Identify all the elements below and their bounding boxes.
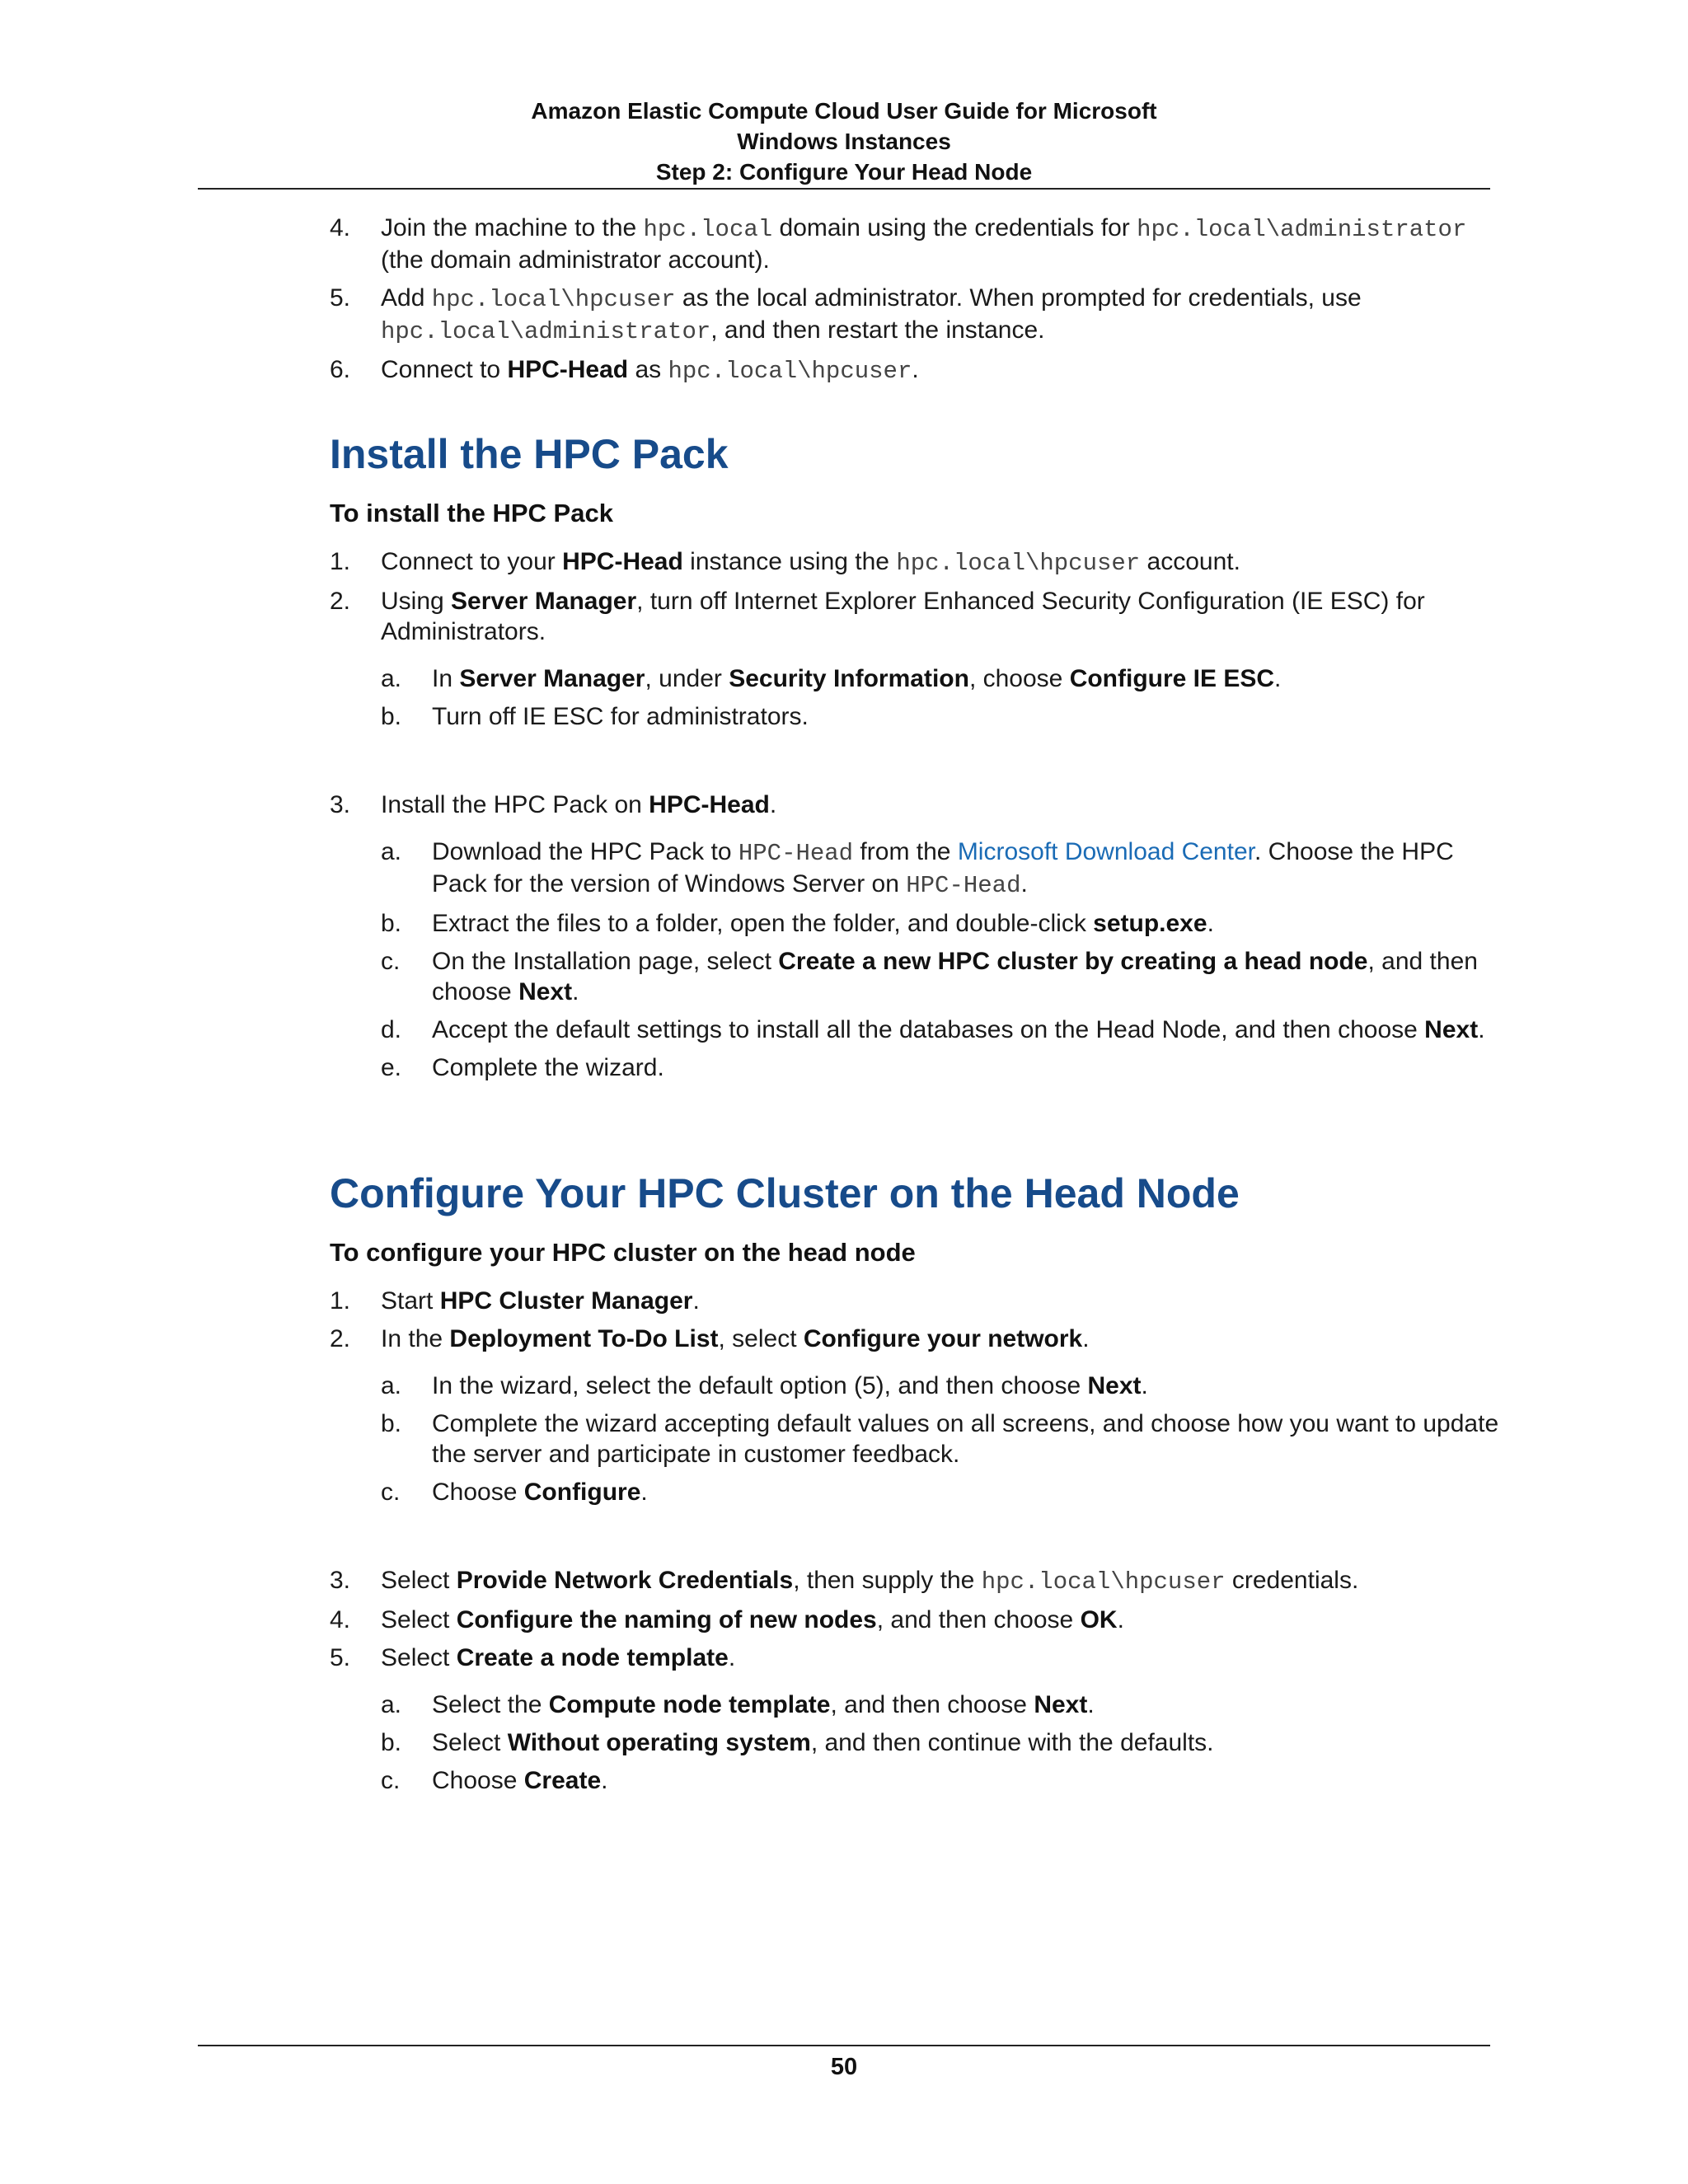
sub-list-item: c. Choose Configure. (381, 1479, 648, 1506)
header-divider (198, 188, 1490, 190)
sub-list-item: a. Download the HPC Pack to HPC-Head from the Microsoft Download Center. Choose the HPC Pack for the version of Windows Server on HPC-Head. (381, 838, 1454, 899)
inline-code: hpc.local\hpcuser (981, 1568, 1226, 1596)
list-item: 4. Select Configure the naming of new nodes, and then choose OK. (330, 1606, 1124, 1633)
inline-code: hpc.local\administrator (1137, 216, 1467, 243)
section-heading-install: Install the HPC Pack (330, 431, 729, 477)
sub-list-item: a. In the wizard, select the default option (5), and then choose Next. (381, 1372, 1148, 1399)
sub-list-item: b. Extract the files to a folder, open the folder, and double-click setup.exe. (381, 910, 1214, 937)
footer-divider (198, 2045, 1490, 2046)
list-item: 1. Connect to your HPC-Head instance using the hpc.local\hpcuser account. (330, 548, 1240, 577)
inline-code: hpc.local\administrator (381, 318, 711, 345)
sub-list-item: c. Choose Create. (381, 1767, 608, 1794)
list-item: 3. Select Provide Network Credentials, then supply the hpc.local\hpcuser credentials. (330, 1567, 1359, 1596)
sub-list-item: c. On the Installation page, select Create a new HPC cluster by creating a head node, and then choose Next. (381, 948, 1478, 1005)
list-number: 4. (330, 214, 351, 241)
list-number: 5. (330, 284, 351, 312)
inline-code: HPC-Head (906, 872, 1021, 899)
sub-list-item: d. Accept the default settings to install all the databases on the Head Node, and then choose Next. (381, 1016, 1485, 1043)
header-title-line-1: Amazon Elastic Compute Cloud User Guide for Microsoft (531, 98, 1157, 124)
section-heading-configure: Configure Your HPC Cluster on the Head Node (330, 1170, 1240, 1216)
inline-code: hpc.local\hpcuser (896, 550, 1141, 577)
sub-list-item: e. Complete the wizard. (381, 1054, 664, 1081)
sub-step-list (381, 663, 1500, 732)
sub-step-list (381, 1371, 1500, 1507)
inline-code: hpc.local\hpcuser (668, 358, 912, 385)
inline-code: HPC-Head (738, 840, 854, 867)
inline-code: hpc.local (643, 216, 773, 243)
sub-list-item: b. Turn off IE ESC for administrators. (381, 703, 809, 730)
page-number: 50 (830, 2054, 858, 2080)
list-item: 1. Start HPC Cluster Manager. (330, 1287, 700, 1315)
list-item: 2. Using Server Manager, turn off Internet Explorer Enhanced Security Configuration (IE ESC) for Administrators. a. In Server Manager, under Security Information, choose Configure IE ESC. b. Turn off IE ESC for administrators. (330, 586, 1500, 732)
sub-list-item: a. Select the Compute node template, and then choose Next. (381, 1691, 1095, 1718)
procedure-title-install: To install the HPC Pack (330, 499, 613, 527)
list-number: 6. (330, 356, 351, 383)
continued-step-list (330, 213, 1500, 387)
sub-list-item: b. Select Without operating system, and then continue with the defaults. (381, 1729, 1214, 1756)
page-content (330, 213, 1500, 1803)
list-item: 5. Add hpc.local\hpcuser as the local administrator. When prompted for credentials, use hpc.local\administrator, and then restart the instance. (330, 284, 1362, 345)
page-header (198, 96, 1490, 187)
inline-code: hpc.local\hpcuser (431, 286, 676, 313)
sub-list-item: b. Complete the wizard accepting default values on all screens, and choose how you want to update the server and participate in customer feedback. (381, 1410, 1499, 1468)
configure-step-list (330, 1286, 1500, 1796)
list-item: 2. In the Deployment To-Do List, select Configure your network. a. In the wizard, select the default option (5), and then choose Next. b. Complete the wizard accepting default values on all screens, and choose how you want to update the server and participate in customer feedback. c. Choose Configure. (330, 1325, 1499, 1506)
install-step-list (330, 546, 1500, 1083)
list-item: 5. Select Create a node template. a. Select the Compute node template, and then choose Next. b. Select Without operating system, and then continue with the defaults. c. Choose Create. (330, 1643, 1500, 1796)
microsoft-download-center-link[interactable]: Microsoft Download Center (957, 838, 1254, 865)
list-item: 3. Install the HPC Pack on HPC-Head. a. Download the HPC Pack to HPC-Head from the Microsoft Download Center. Choose the HPC Pack for the version of Windows Server on HPC-Head. b. Extract the files to a folder, open the folder, and double-click setup.exe. c. On the Installation page, select Create a new HPC cluster by creating a head node, and then choose Next. d. Accept the default settings to install all the databases on the Head Node, and then choose Next. e. Complete the wizard. (330, 790, 1500, 1083)
list-item: 6. Connect to HPC-Head as hpc.local\hpcuser. (330, 356, 919, 385)
sub-step-list (381, 1690, 1500, 1796)
procedure-title-configure: To configure your HPC cluster on the head node (330, 1238, 916, 1267)
header-section-title: Step 2: Configure Your Head Node (655, 159, 1033, 185)
list-item: 4. Join the machine to the hpc.local domain using the credentials for hpc.local\administrator (the domain administrator account). (330, 214, 1467, 274)
sub-step-list (381, 837, 1500, 1083)
header-title-line-2: Windows Instances (737, 129, 951, 154)
sub-list-item: a. In Server Manager, under Security Information, choose Configure IE ESC. (381, 665, 1282, 692)
